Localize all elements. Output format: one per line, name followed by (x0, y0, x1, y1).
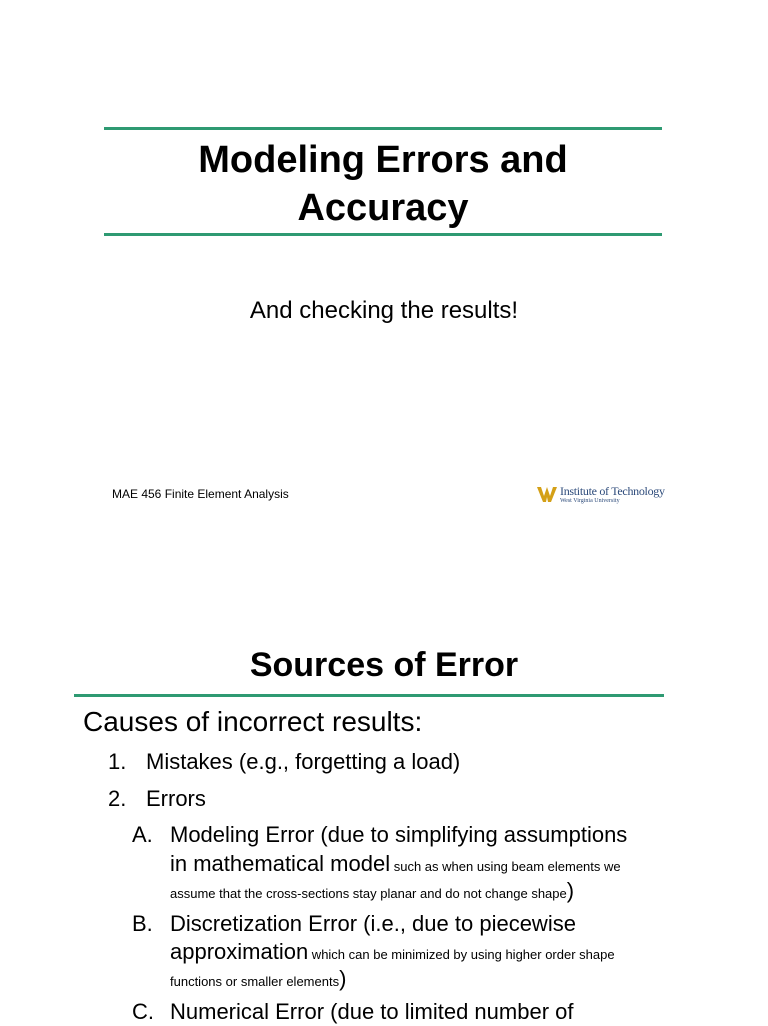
list-number: 2. (108, 786, 127, 811)
sub-list-letter: C. (132, 999, 154, 1024)
slide-subtitle: And checking the results! (249, 297, 519, 324)
wv-logo-icon (536, 485, 558, 503)
continuation-main: approximation (170, 939, 309, 964)
sub-list-item-main: Modeling Error (170, 822, 315, 847)
lead-text: Causes of incorrect results: (83, 706, 423, 737)
title-bottom-rule (104, 233, 662, 236)
continuation-small: such as when using beam elements we (390, 859, 621, 874)
sub-list-item-note: (due to limited number of (324, 999, 574, 1024)
title-top-rule (104, 127, 662, 130)
logo-name: Institute of Technology (560, 484, 665, 498)
continuation-close: ) (566, 878, 575, 903)
section-rule (74, 694, 664, 697)
list-item-note: (e.g., forgetting a load) (232, 749, 461, 774)
slide-title-line2: Accuracy (297, 187, 469, 229)
university-logo (536, 483, 664, 509)
list-item-text (146, 748, 460, 776)
sub-list-item-continuation (170, 965, 346, 996)
course-footer: MAE 456 Finite Element Analysis (112, 487, 289, 501)
sub-list-letter: B. (132, 911, 153, 936)
section-title: Sources of Error (249, 646, 519, 684)
slide-title (104, 136, 662, 232)
sub-list-item-text (170, 910, 576, 938)
sub-list-item-main: Numerical Error (170, 999, 325, 1024)
continuation-close: ) (339, 966, 347, 991)
sub-list-item-text (170, 821, 627, 849)
list-item-text: Errors (146, 786, 206, 811)
continuation-small: functions or smaller elements (170, 974, 340, 989)
list-number: 1. (108, 749, 127, 774)
sub-list-item-main: Discretization Error (170, 911, 358, 936)
sub-list-item-note: (due to simplifying assumptions (314, 822, 628, 847)
continuation-small: assume that the cross-sections stay planar and do not change shape (170, 886, 567, 901)
sub-list-letter: A. (132, 822, 153, 847)
list-item-main: Mistakes (146, 749, 233, 774)
sub-list-item-continuation (170, 877, 574, 908)
slide-title-line1: Modeling Errors and (198, 139, 568, 181)
logo-subtitle: West Virginia University (560, 498, 620, 504)
continuation-main: in mathematical model (170, 851, 391, 876)
continuation-small: which can be minimized by using higher order shape (308, 947, 615, 962)
sub-list-item-text (170, 998, 574, 1026)
sub-list-item-note: (i.e., due to piecewise (357, 911, 576, 936)
